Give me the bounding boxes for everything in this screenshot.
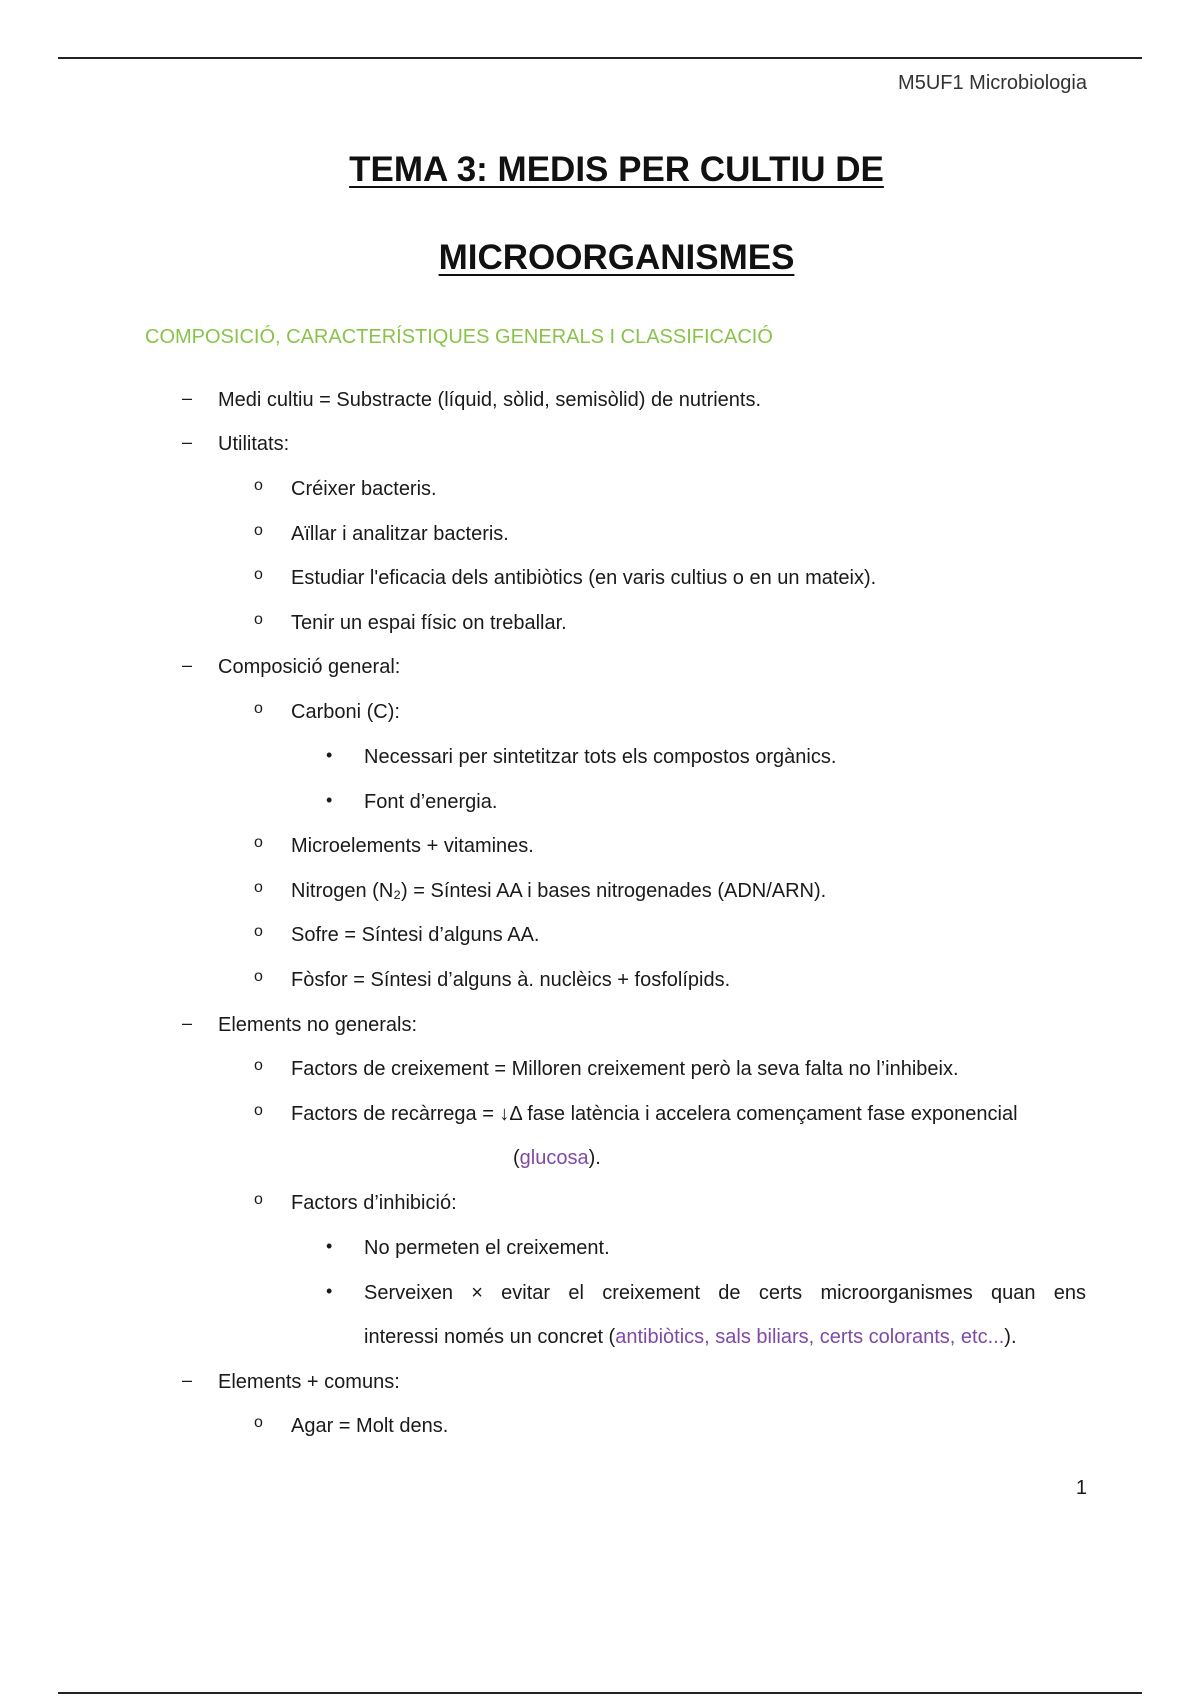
circle-marker: o — [254, 879, 263, 896]
bullet-marker: • — [326, 1281, 333, 1301]
circle-marker: o — [254, 1057, 263, 1074]
page-title-line-1: TEMA 3: MEDIS PER CULTIU DE — [349, 150, 884, 189]
list-item: Estudiar l'eficacia dels antibiòtics (en varis cultius o en un mateix). — [291, 567, 877, 589]
bullet-marker: • — [326, 1236, 333, 1256]
list-item: Fòsfor = Síntesi d’alguns à. nuclèics + fosfolípids. — [291, 969, 731, 991]
paren-close: ). — [588, 1147, 601, 1169]
list-item: Sofre = Síntesi d’alguns AA. — [291, 924, 540, 946]
circle-marker: o — [254, 968, 263, 985]
list-item-continuation — [364, 1324, 1017, 1350]
list-item: Composició general: — [218, 656, 401, 678]
list-item: Necessari per sintetitzar tots els compostos orgànics. — [364, 746, 837, 768]
list-item: Créixer bacteris. — [291, 478, 437, 500]
list-item: Factors de recàrrega = ↓Δ fase latència i accelera començament fase exponencial — [291, 1103, 1018, 1125]
circle-marker: o — [254, 834, 263, 851]
paren-close: ). — [1004, 1326, 1017, 1348]
dash-marker: – — [182, 1370, 193, 1390]
circle-marker: o — [254, 923, 263, 940]
footer-rule — [58, 1692, 1142, 1694]
list-item: Aïllar i analitzar bacteris. — [291, 523, 509, 545]
list-item: No permeten el creixement. — [364, 1237, 610, 1259]
list-item: Font d’energia. — [364, 791, 498, 813]
circle-marker: o — [254, 566, 263, 583]
interessi-text: interessi només un concret ( — [364, 1326, 616, 1348]
dash-marker: – — [182, 432, 193, 452]
dash-marker: – — [182, 655, 193, 675]
circle-marker: o — [254, 477, 263, 494]
list-item: Tenir un espai físic on treballar. — [291, 612, 567, 634]
list-item: Elements no generals: — [218, 1014, 418, 1036]
circle-marker: o — [254, 1414, 263, 1431]
section-heading: COMPOSICIÓ, CARACTERÍSTIQUES GENERALS I CLASSIFICACIÓ — [145, 326, 773, 348]
list-item: Microelements + vitamines. — [291, 835, 534, 857]
list-item: Agar = Molt dens. — [291, 1415, 449, 1437]
list-item: Factors d’inhibició: — [291, 1192, 457, 1214]
dash-marker: – — [182, 1013, 193, 1033]
bullet-marker: • — [326, 745, 333, 765]
highlight-glucosa: glucosa — [519, 1147, 589, 1169]
header-rule — [58, 57, 1142, 59]
circle-marker: o — [254, 611, 263, 628]
list-item: Factors de creixement = Milloren creixement però la seva falta no l’inhibeix. — [291, 1058, 959, 1080]
circle-marker: o — [254, 700, 263, 717]
paren-open: ( — [513, 1147, 520, 1169]
page-title-line-2: MICROORGANISMES — [438, 238, 795, 277]
list-item-continuation — [513, 1145, 601, 1171]
list-item: Carboni (C): — [291, 701, 400, 723]
dash-marker: – — [182, 388, 193, 408]
list-item: Nitrogen (N₂) = Síntesi AA i bases nitrogenades (ADN/ARN). — [291, 880, 827, 902]
list-item: Utilitats: — [218, 433, 290, 455]
bullet-marker: • — [326, 790, 333, 810]
circle-marker: o — [254, 1191, 263, 1208]
list-item: Serveixen × evitar el creixement de certs microorganismes quan ens — [364, 1282, 1086, 1304]
circle-marker: o — [254, 1102, 263, 1119]
page-number: 1 — [1075, 1477, 1087, 1499]
highlight-examples: antibiòtics, sals biliars, certs colorants, etc... — [615, 1326, 1005, 1348]
list-item: Elements + comuns: — [218, 1371, 400, 1393]
list-item: Medi cultiu = Substracte (líquid, sòlid, semisòlid) de nutrients. — [218, 389, 762, 411]
circle-marker: o — [254, 522, 263, 539]
page-header: M5UF1 Microbiologia — [898, 72, 1087, 94]
